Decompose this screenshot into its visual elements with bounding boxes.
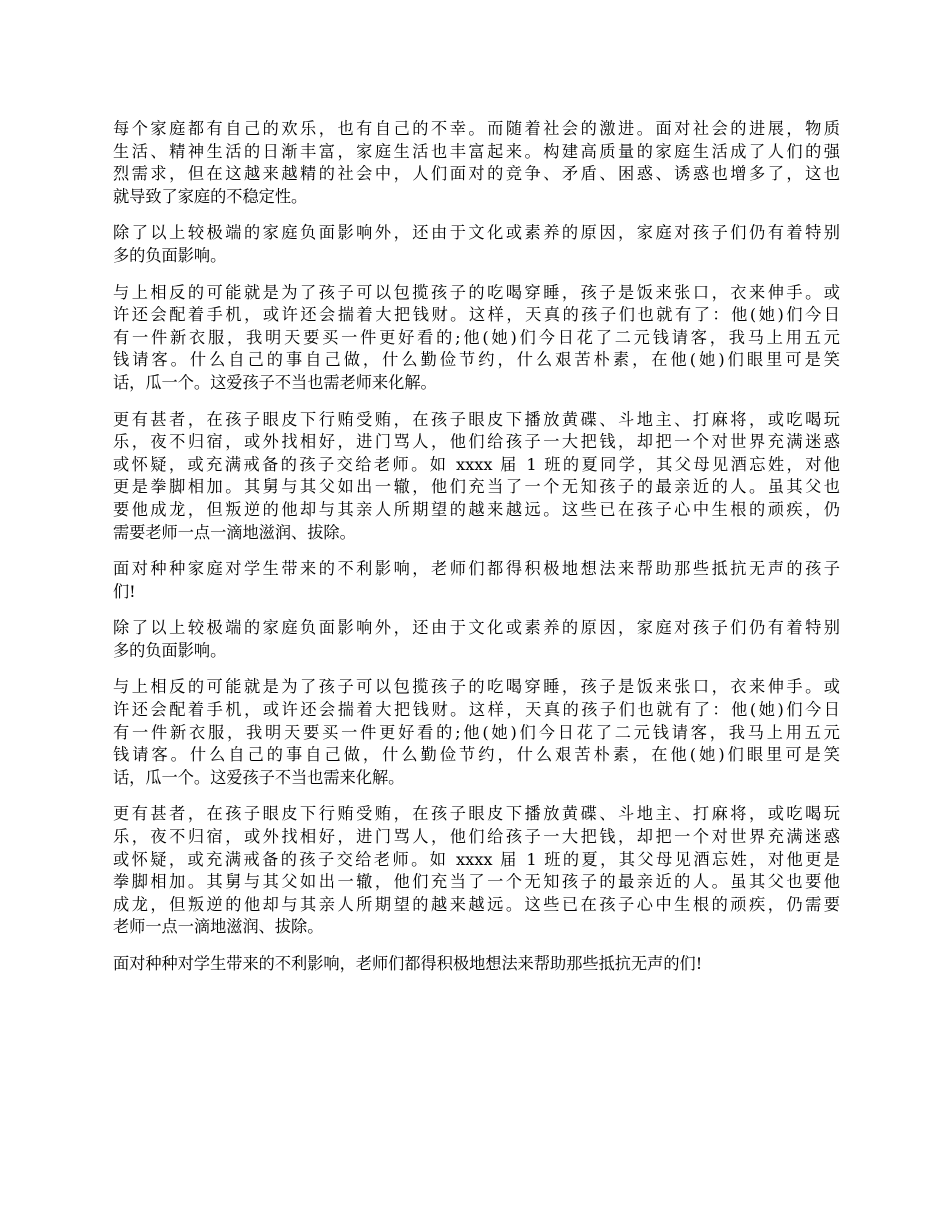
- text-line: 要他成龙，但叛逆的他却与其亲人所期望的越来越远。这些已在孩子心中生根的顽疾，仍: [113, 499, 840, 519]
- paragraph: [113, 282, 840, 395]
- text-line: 面对种种家庭对学生带来的不利影响，老师们都得积极地想法来帮助那些抵抗无声的孩子: [113, 559, 840, 579]
- text-line: 需要老师一点一滴地滋润、拔除。: [113, 522, 356, 542]
- text-line: 更有甚者，在孩子眼皮下行贿受贿，在孩子眼皮下播放黄碟、斗地主、打麻将，或吃喝玩: [113, 804, 840, 824]
- text-line: 与上相反的可能就是为了孩子可以包揽孩子的吃喝穿睡，孩子是饭来张口，衣来伸手。或: [113, 282, 840, 302]
- text-line: 多的负面影响。: [113, 245, 227, 265]
- text-line: 话，瓜一个。这爱孩子不当也需来化解。: [113, 767, 405, 787]
- text-line: 许还会配着手机，或许还会揣着大把钱财。这样，天真的孩子们也就有了：他(她)们今日: [113, 700, 840, 720]
- paragraph: [113, 409, 840, 545]
- document-page: [113, 118, 840, 990]
- text-line: 钱请客。什么自己的事自己做，什么勤俭节约，什么艰苦朴素，在他(她)们眼里可是笑: [113, 745, 840, 765]
- text-line: 有一件新衣服，我明天要买一件更好看的;他(她)们今日花了二元钱请客，我马上用五元: [113, 722, 840, 742]
- text-line: 生活、精神生活的日渐丰富，家庭生活也丰富起来。构建高质量的家庭生活成了人们的强: [113, 141, 840, 161]
- paragraph: [113, 953, 840, 976]
- text-line: 或怀疑，或充满戒备的孩子交给老师。如 xxxx 届 1 班的夏，其父母见酒忘姓，对他更是: [113, 849, 840, 869]
- text-line: 许还会配着手机，或许还会揣着大把钱财。这样，天真的孩子们也就有了：他(她)们今日: [113, 305, 840, 325]
- paragraph: [113, 118, 840, 208]
- text-line: 多的负面影响。: [113, 640, 227, 660]
- text-line: 有一件新衣服，我明天要买一件更好看的;他(她)们今日花了二元钱请客，我马上用五元: [113, 327, 840, 347]
- text-line: 拳脚相加。其舅与其父如出一辙，他们充当了一个无知孩子的最亲近的人。虽其父也要他: [113, 872, 840, 892]
- text-line: 烈需求，但在这越来越精的社会中，人们面对的竞争、矛盾、困惑、诱惑也增多了，这也: [113, 164, 840, 184]
- text-line: 面对种种对学生带来的不利影响，老师们都得积极地想法来帮助那些抵抗无声的们!: [113, 954, 703, 973]
- paragraph: [113, 676, 840, 789]
- text-line: 乐，夜不归宿，或外找相好，进门骂人，他们给孩子一大把钱，却把一个对世界充满迷惑: [113, 432, 840, 452]
- text-line: 更有甚者，在孩子眼皮下行贿受贿，在孩子眼皮下播放黄碟、斗地主、打麻将，或吃喝玩: [113, 409, 840, 429]
- text-line: 除了以上较极端的家庭负面影响外，还由于文化或素养的原因，家庭对孩子们仍有着特别: [113, 223, 840, 243]
- text-line: 成龙，但叛逆的他却与其亲人所期望的越来越远。这些已在孩子心中生根的顽疾，仍需要: [113, 894, 840, 914]
- text-line: 或怀疑，或充满戒备的孩子交给老师。如 xxxx 届 1 班的夏同学，其父母见酒忘姓，对他: [113, 454, 840, 474]
- text-line: 与上相反的可能就是为了孩子可以包揽孩子的吃喝穿睡，孩子是饭来张口，衣来伸手。或: [113, 677, 840, 697]
- text-line: 乐，夜不归宿，或外找相好，进门骂人，他们给孩子一大把钱，却把一个对世界充满迷惑: [113, 827, 840, 847]
- paragraph: [113, 558, 840, 603]
- text-line: 更是拳脚相加。其舅与其父如出一辙，他们充当了一个无知孩子的最亲近的人。虽其父也: [113, 477, 840, 497]
- text-line: 除了以上较极端的家庭负面影响外，还由于文化或素养的原因，家庭对孩子们仍有着特别: [113, 618, 840, 638]
- text-line: 话，瓜一个。这爱孩子不当也需老师来化解。: [113, 372, 437, 392]
- text-line: 钱请客。什么自己的事自己做，什么勤俭节约，什么艰苦朴素，在他(她)们眼里可是笑: [113, 350, 840, 370]
- text-line: 老师一点一滴地滋润、拔除。: [113, 917, 324, 937]
- paragraph: [113, 803, 840, 939]
- text-line: 就导致了家庭的不稳定性。: [113, 186, 308, 206]
- text-line: 每个家庭都有自己的欢乐，也有自己的不幸。而随着社会的激进。面对社会的进展，物质: [113, 119, 840, 138]
- paragraph: [113, 617, 840, 662]
- text-line: 们!: [113, 581, 136, 601]
- paragraph: [113, 222, 840, 267]
